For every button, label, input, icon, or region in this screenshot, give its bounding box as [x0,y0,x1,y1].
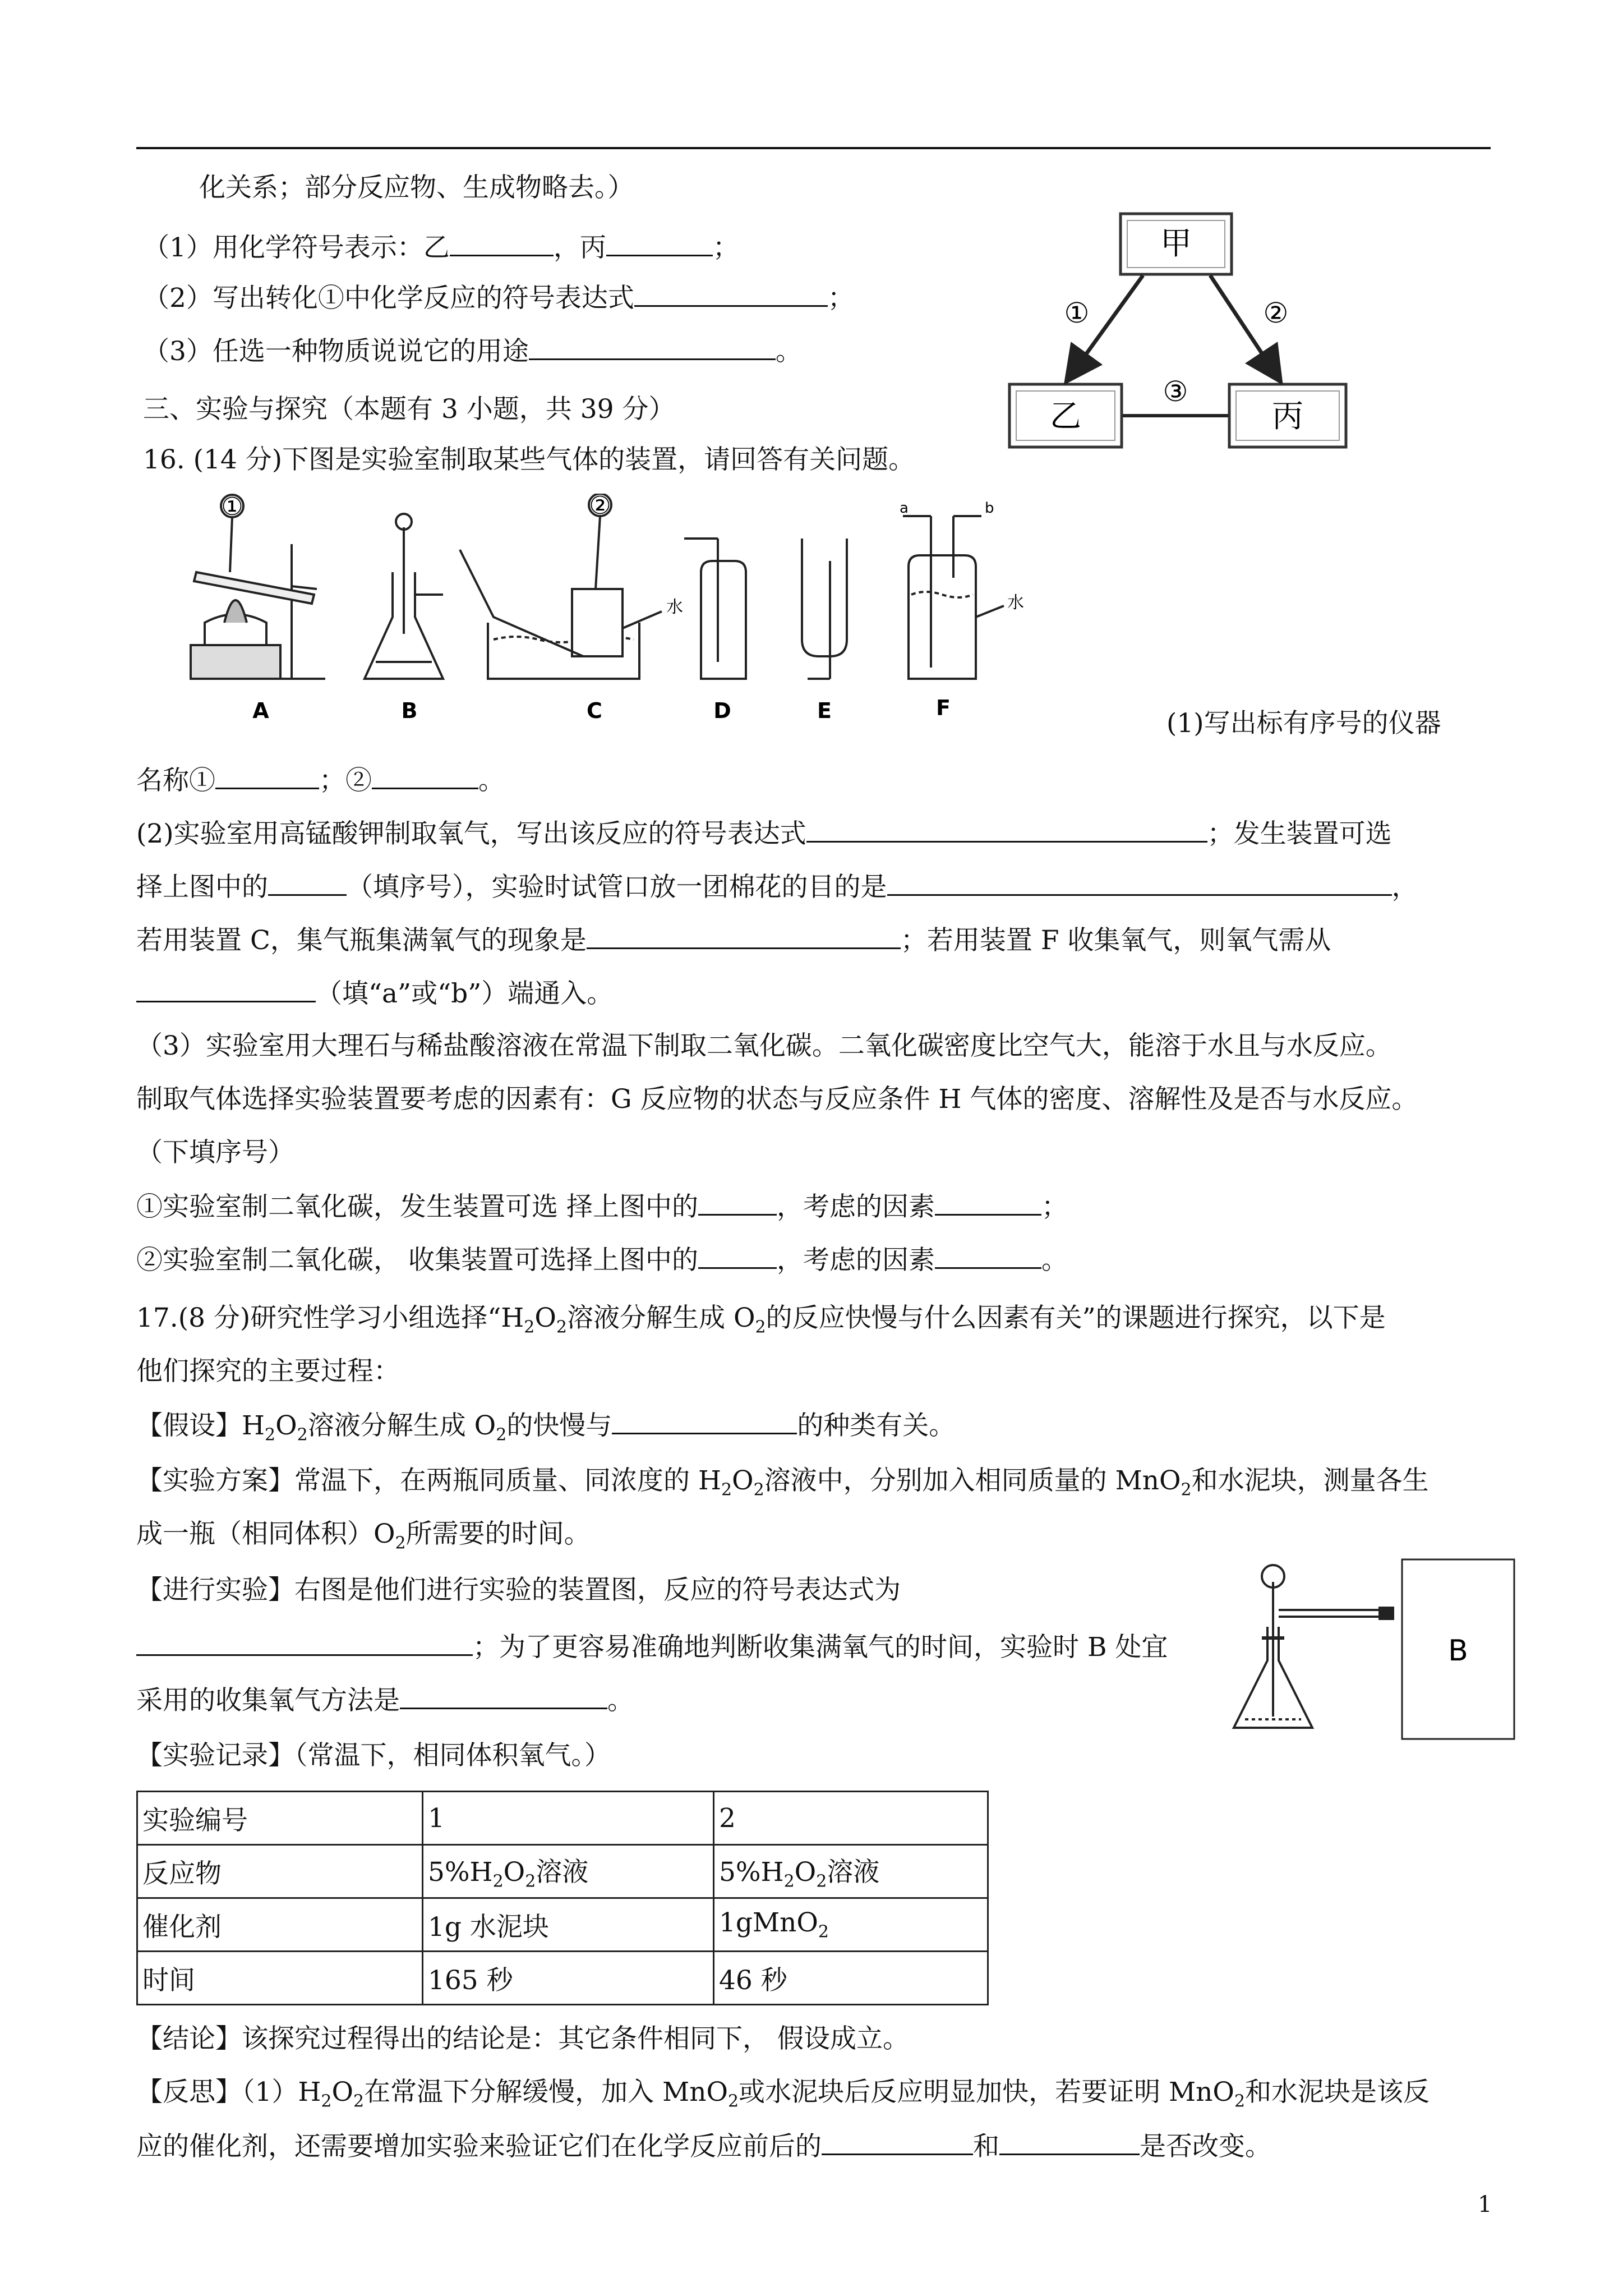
q17-do-line3: 采用的收集氧气方法是 。 [136,1683,634,1718]
answer-blank[interactable] [935,1189,1041,1216]
table-row: 实验编号 1 2 [137,1792,988,1845]
q17-plan-line1: 【实验方案】常温下，在两瓶同质量、同浓度的 $H_2O_2$溶液中，分别加入相同质量的 MnO$_2$和水泥块，测量各生 [136,1465,1429,1500]
edge-label-3: ③ [1163,375,1188,408]
q17-reflect-line1: 【反思】$(1)H_2O_2$在常温下分解缓慢，加入 MnO$_2$或水泥块后反应明显加快，若要证明 MnO$_2$和水泥块是该反 [136,2077,1430,2111]
page-number: 1 [1478,2192,1492,2217]
q16-stem: 16. (14 分)下图是实验室制取某些气体的装置，请回答有关问题。 [143,444,915,475]
answer-blank[interactable] [606,230,713,256]
q17-conclusion: 【结论】该探究过程得出的结论是：其它条件相同下， 假设成立。 [136,2023,909,2054]
answer-blank[interactable] [136,1630,473,1656]
q16-part1-tail: (1)写出标有序号的仪器 [1166,708,1441,739]
q16-part2-line2: 择上图中的 （填序号），实验时试管口放一团棉花的目的是 ， [136,869,1418,904]
label-A: A [252,698,269,723]
answer-blank[interactable] [822,2129,973,2155]
header-rule [136,147,1491,149]
q16-part2-line3: 若用装置 C，集气瓶集满氧气的现象是 ；若用装置 F 收集氧气，则氧气需从 [136,923,1331,958]
answer-blank[interactable] [887,869,1392,896]
q15-part2: （2）写出转化①中化学反应的符号表达式 ； [143,280,854,315]
table-row: 催化剂 1g 水泥块 1gMnO$_2$ [137,1898,988,1952]
q16-part2-line4: （填“a”或“b”）端通入。 [136,976,613,1011]
q15-line0: 化关系；部分反应物、生成物略去。） [199,172,634,203]
answer-blank[interactable] [400,1683,607,1709]
apparatus-marker-1: ① [221,494,243,521]
q17-do-line1: 【进行实验】右图是他们进行实验的装置图，反应的符号表达式为 [136,1575,901,1605]
answer-blank[interactable] [136,976,316,1002]
answer-blank[interactable] [268,869,347,896]
q17-stem-line2: 他们探究的主要过程： [136,1356,400,1387]
q17-hypothesis: 【假设】$H_2O_2$溶液分解生成 $O_2$的快慢与 的种类有关。 [136,1408,955,1452]
q16-part3-b: ②实验室制二氧化碳， 收集装置可选择上图中的 ，考虑的因素 。 [136,1243,1068,1277]
q17-do-line2: ；为了更容易准确地判断收集满氧气的时间，实验时 B 处宜 [136,1630,1168,1664]
table-row: 时间 165 秒 46 秒 [137,1952,988,2005]
node-bing-label: 丙 [1272,398,1303,435]
answer-blank[interactable] [634,280,828,307]
answer-blank[interactable] [372,763,478,789]
label-D: D [713,698,731,723]
apparatus-figure [179,494,1166,729]
answer-blank[interactable] [215,763,319,789]
q16-part3-line2: 制取气体选择实验装置要考虑的因素有：G 反应物的状态与反应条件 H 气体的密度、溶解性及是否与水反应。 [136,1084,1418,1115]
q17-stem-line1: 17.(8 分)研究性学习小组选择“$H_2O_2$溶液分解生成 $O_2$的反应快慢与什么因素有关”的课题进行探究，以下是 [136,1303,1386,1337]
transformation-diagram [998,210,1357,457]
answer-blank[interactable] [450,230,554,256]
water-label-c: 水 [666,597,683,617]
apparatus-marker-2: ② [589,494,611,520]
q15-part1: （1）用化学符号表示：乙 ，丙 ； [143,230,739,265]
water-label-f: 水 [1007,593,1024,613]
edge-label-1: ① [1064,297,1090,329]
answer-blank[interactable] [698,1243,777,1269]
answer-blank[interactable] [935,1243,1041,1269]
section-title: 三、实验与探究（本题有 3 小题，共 39 分） [143,394,675,425]
answer-blank[interactable] [806,816,1207,843]
label-C: C [587,698,602,723]
label-E: E [817,698,832,723]
answer-blank[interactable] [529,334,776,360]
answer-blank[interactable] [612,1408,797,1434]
collection-apparatus [1223,1554,1525,1745]
q16-part3-a: ①实验室制二氧化碳，发生装置可选 择上图中的 ，考虑的因素 ； [136,1189,1068,1224]
answer-blank[interactable] [999,2129,1140,2155]
q16-part2-line1: (2)实验室用高锰酸钾制取氧气，写出该反应的符号表达式 ；发生装置可选 [136,816,1392,851]
q17-plan-line2: 成一瓶（相同体积）$O_2$所需要的时间。 [136,1519,591,1553]
q16-part3-line3: （下填序号） [136,1137,294,1168]
label-F: F [936,696,951,720]
q16-part1-line2: 名称① ；② 。 [136,763,505,798]
node-yi-label: 乙 [1050,398,1081,435]
edge-label-2: ② [1263,297,1289,329]
q17-record: 【实验记录】（常温下，相同体积氧气。） [136,1740,611,1771]
table-row: 反应物 $5\%H_2O_2$溶液 $5\%H_2O_2$溶液 [137,1845,988,1898]
q17-reflect-line2: 应的催化剂，还需要增加实验来验证它们在化学反应前后的 和 是否改变。 [136,2129,1271,2164]
box-b-label: B [1448,1634,1468,1668]
answer-blank[interactable] [587,923,901,949]
q15-part3: （3）任选一种物质说说它的用途 。 [143,334,802,369]
experiment-table [136,1791,989,2005]
port-a-label: a [900,500,909,517]
label-B: B [401,698,418,723]
q16-part3-line1: （3）实验室用大理石与稀盐酸溶液在常温下制取二氧化碳。二氧化碳密度比空气大，能溶于水且与水反应。 [136,1030,1392,1061]
answer-blank[interactable] [698,1189,777,1216]
node-jia-label: 甲 [1160,226,1192,262]
port-b-label: b [985,500,994,517]
